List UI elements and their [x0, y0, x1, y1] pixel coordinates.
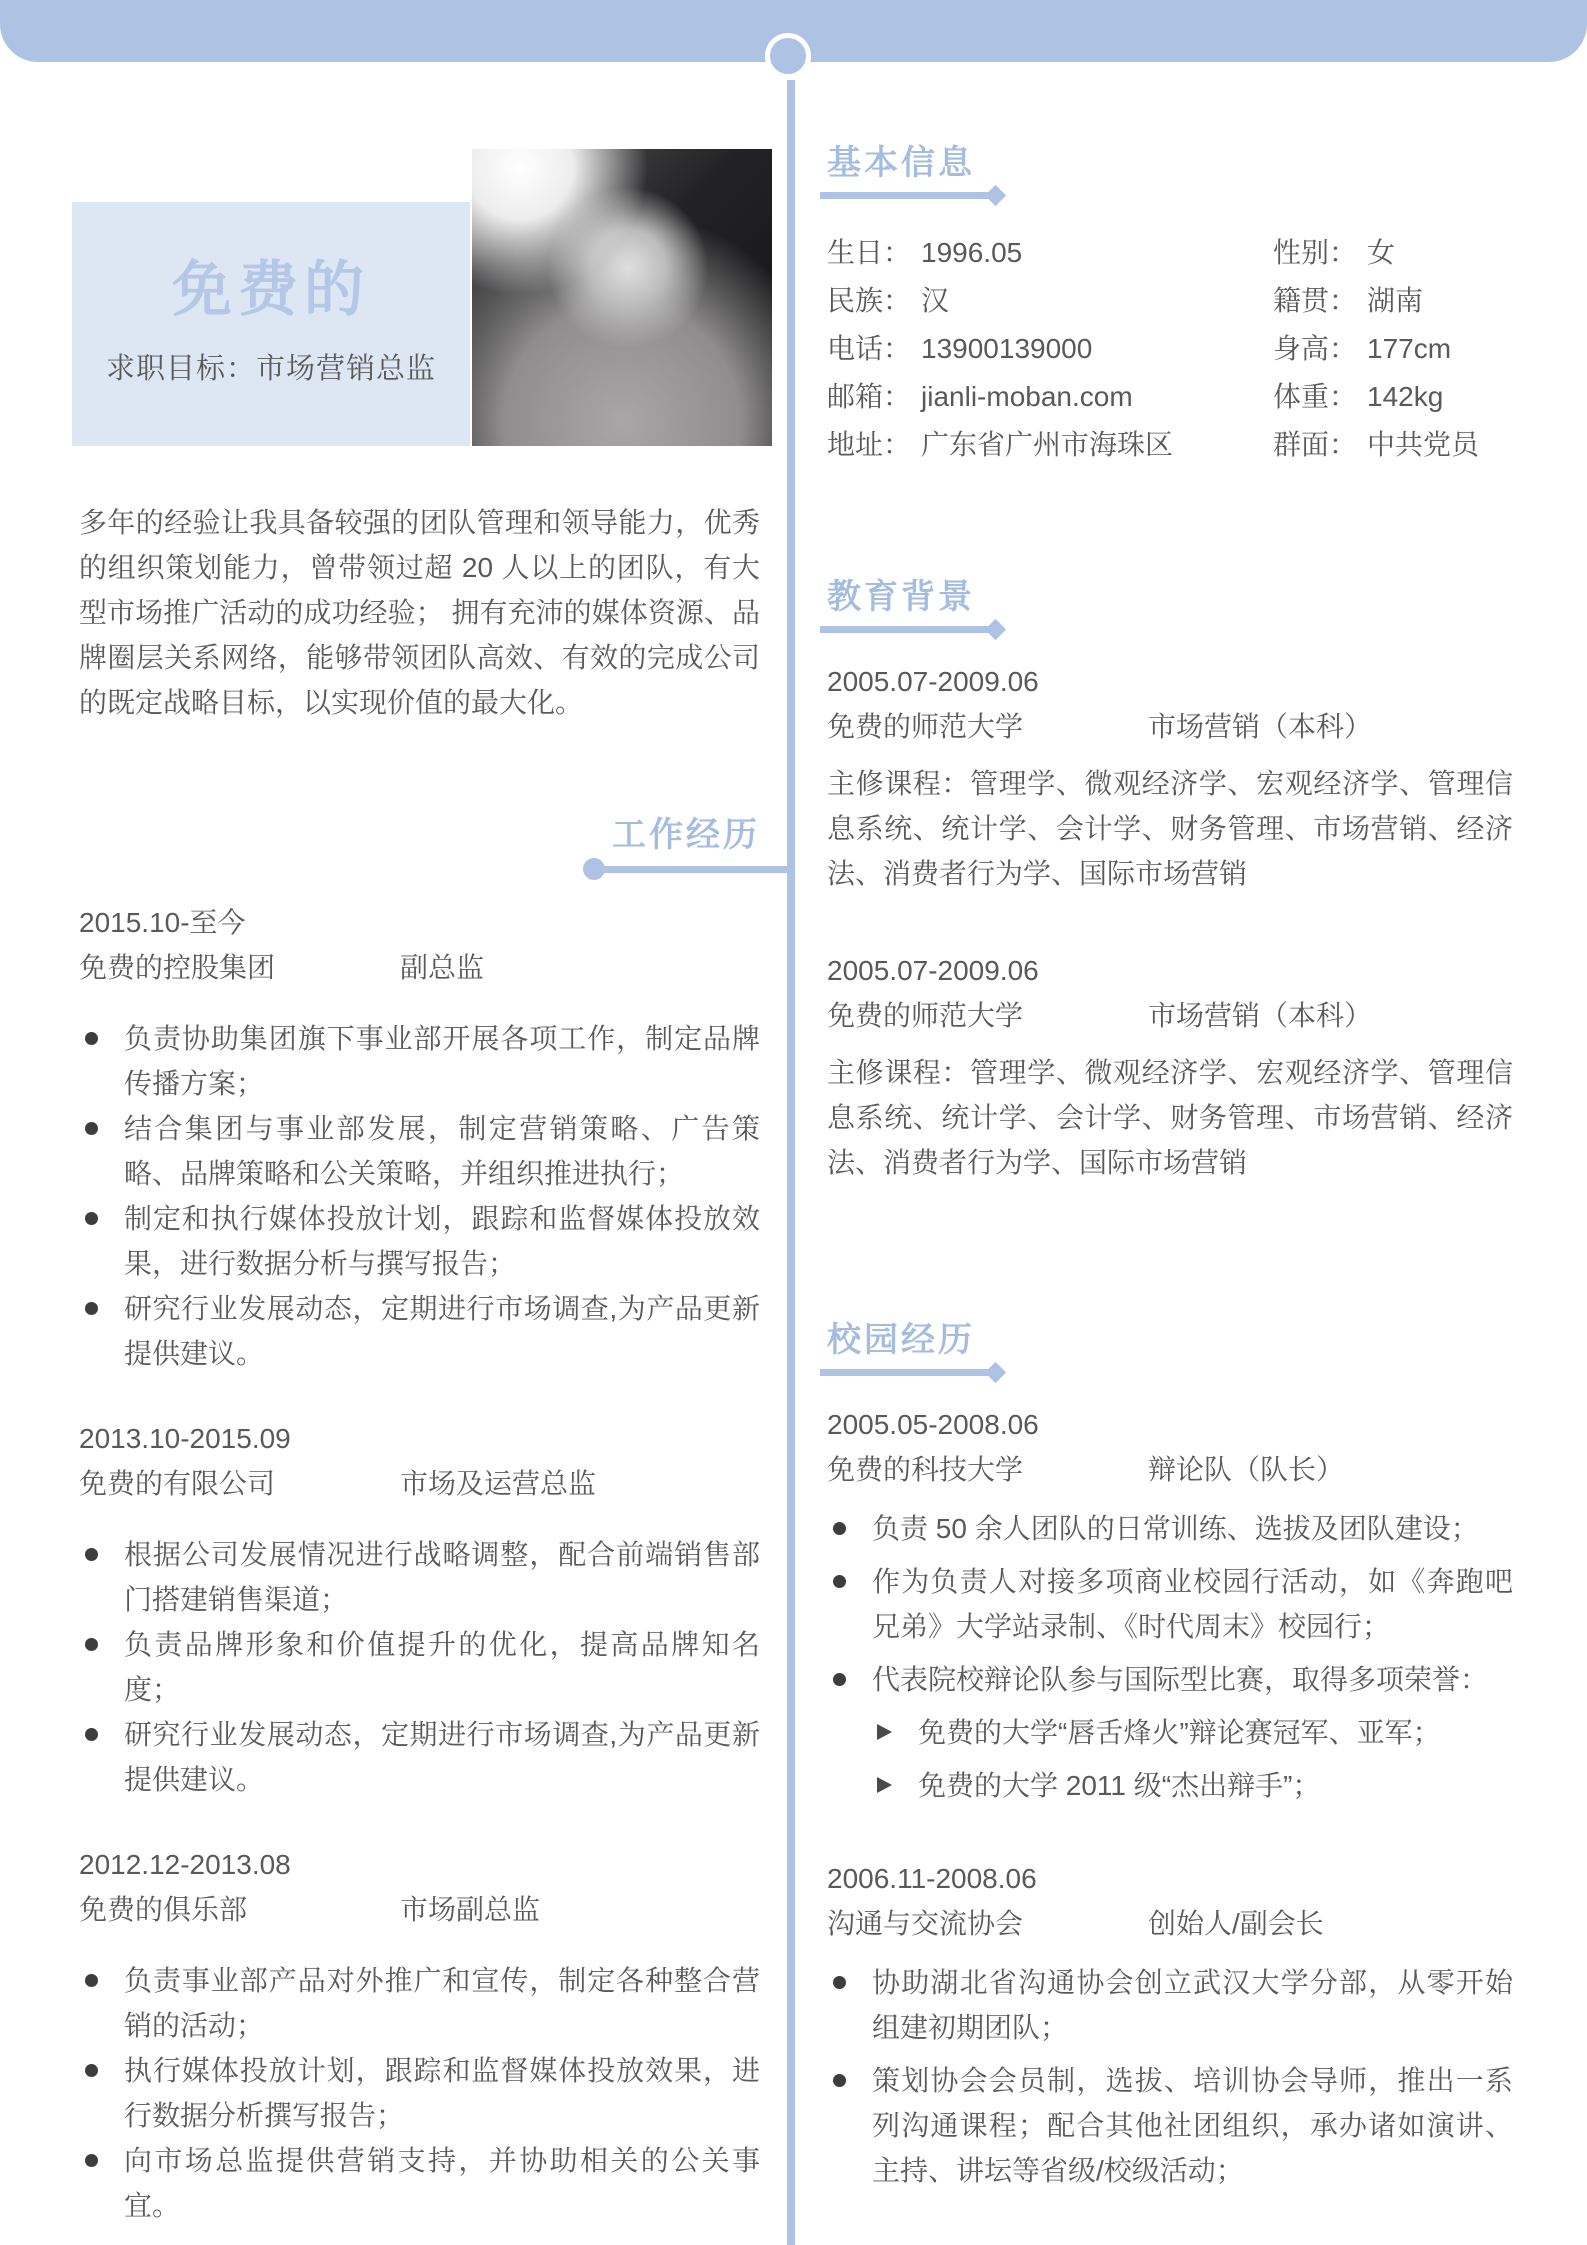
- work-org: 免费的俱乐部: [79, 1894, 248, 1925]
- job-objective: 求职目标：市场营销总监: [105, 353, 436, 385]
- profile-photo: [472, 149, 772, 446]
- campus-bullet-list: [827, 1506, 1513, 1808]
- info-item-address: 地址： 广东省广州市海珠区: [827, 429, 1174, 460]
- campus-org-line: [827, 1447, 1513, 1492]
- bullet-item: 负责事业部产品对外推广和宣传，制定各种整合营销的活动；: [79, 1958, 760, 2048]
- work-role: 市场及运营总监: [400, 1468, 597, 1499]
- education-school: 免费的师范大学: [827, 711, 1024, 742]
- basic-info-grid: [827, 229, 1513, 469]
- education-period: 2005.07-2009.06: [827, 955, 1039, 986]
- sub-bullet-item: 免费的大学 2011 级“杰出辩手”；: [827, 1763, 1513, 1808]
- campus-role: 辩论队（队长）: [1148, 1454, 1345, 1485]
- info-item-height: 身高： 177cm: [1273, 333, 1452, 364]
- bullet-item: 向市场总监提供营销支持，并协助相关的公关事宜。: [79, 2138, 760, 2228]
- rule-line: [820, 1369, 990, 1376]
- section-rule-campus: [827, 1365, 1007, 1380]
- work-entry: [79, 1842, 760, 2228]
- campus-org-line: [827, 1901, 1513, 1946]
- campus-role: 创始人/副会长: [1148, 1908, 1324, 1939]
- work-period: 2015.10-至今: [79, 907, 246, 938]
- info-item-weight: 体重： 142kg: [1273, 381, 1444, 412]
- work-entry: [79, 900, 760, 1376]
- education-entry: [827, 948, 1513, 1185]
- section-work: [79, 815, 760, 2228]
- timeline-dot: [765, 33, 811, 79]
- education-courses: 主修课程：管理学、微观经济学、宏观经济学、管理信息系统、统计学、会计学、财务管理、市场营销、经济法、消费者行为学、国际市场营销: [827, 1057, 1513, 1178]
- rule-line: [820, 192, 990, 199]
- work-org: 免费的有限公司: [79, 1468, 276, 1499]
- sub-bullet-item: 免费的大学“唇舌烽火”辩论赛冠军、亚军；: [827, 1710, 1513, 1755]
- info-item-political-status: 群面： 中共党员: [1273, 429, 1480, 460]
- bullet-item: 策划协会会员制，选拔、培训协会导师，推出一系列沟通课程；配合其他社团组织，承办诸如演讲、主持、讲坛等省级/校级活动；: [827, 2058, 1513, 2193]
- left-column: [79, 500, 760, 2228]
- info-item-email: 邮箱： jianli-moban.com: [827, 381, 1133, 412]
- education-entry: [827, 659, 1513, 896]
- rule-arrow-icon: [985, 1362, 1006, 1383]
- work-bullet-list: [79, 1532, 760, 1802]
- rule-arrow-icon: [985, 185, 1006, 206]
- rule-line: [820, 626, 990, 633]
- work-bullet-list: [79, 1958, 760, 2228]
- name-card: [72, 202, 470, 446]
- work-period: 2012.12-2013.08: [79, 1849, 291, 1880]
- bullet-item: 代表院校辩论队参与国际型比赛，取得多项荣誉：: [827, 1657, 1513, 1702]
- campus-period: 2006.11-2008.06: [827, 1863, 1037, 1894]
- section-title-education: 教育背景: [827, 578, 975, 616]
- info-item-native-place: 籍贯： 湖南: [1273, 285, 1424, 316]
- section-title-campus: 校园经历: [827, 1321, 975, 1359]
- education-school-line: [827, 993, 1513, 1038]
- bullet-item: 执行媒体投放计划，跟踪和监督媒体投放效果，进行数据分析撰写报告；: [79, 2048, 760, 2138]
- bullet-item: 作为负责人对接多项商业校园行活动，如《奔跑吧兄弟》大学站录制、《时代周末》校园行；: [827, 1559, 1513, 1649]
- bullet-item: 负责协助集团旗下事业部开展各项工作，制定品牌传播方案；: [79, 1016, 760, 1106]
- info-item-phone: 电话： 13900139000: [827, 333, 1093, 364]
- info-item-ethnicity: 民族： 汉: [827, 285, 950, 316]
- work-org-line: [79, 1887, 760, 1932]
- education-school-line: [827, 704, 1513, 749]
- education-courses: 主修课程：管理学、微观经济学、宏观经济学、管理信息系统、统计学、会计学、财务管理、市场营销、经济法、消费者行为学、国际市场营销: [827, 768, 1513, 889]
- work-org-line: [79, 945, 760, 990]
- section-title-basic-info: 基本信息: [827, 144, 975, 182]
- bullet-item: 负责品牌形象和价值提升的优化，提高品牌知名度；: [79, 1622, 760, 1712]
- bullet-item: 结合集团与事业部发展，制定营销策略、广告策略、品牌策略和公关策略，并组织推进执行；: [79, 1106, 760, 1196]
- education-school: 免费的师范大学: [827, 1000, 1024, 1031]
- info-item-gender: 性别： 女: [1273, 237, 1396, 268]
- campus-org: 免费的科技大学: [827, 1454, 1024, 1485]
- rule-line: [594, 866, 793, 873]
- campus-bullet-list: [827, 1960, 1513, 2193]
- section-campus: [827, 1320, 1513, 2193]
- section-education: [827, 577, 1513, 1185]
- candidate-name: 免费的: [172, 256, 370, 323]
- rule-arrow-icon: [985, 619, 1006, 640]
- work-period: 2013.10-2015.09: [79, 1423, 291, 1454]
- bullet-item: 研究行业发展动态，定期进行市场调查,为产品更新提供建议。: [79, 1712, 760, 1802]
- work-bullet-list: [79, 1016, 760, 1376]
- education-period: 2005.07-2009.06: [827, 666, 1039, 697]
- right-column: [827, 143, 1513, 2193]
- section-rule-basic-info: [827, 188, 1007, 203]
- work-role: 副总监: [400, 952, 485, 983]
- bullet-item: 制定和执行媒体投放计划，跟踪和监督媒体投放效果，进行数据分析与撰写报告；: [79, 1196, 760, 1286]
- bullet-item: 根据公司发展情况进行战略调整，配合前端销售部门搭建销售渠道；: [79, 1532, 760, 1622]
- work-role: 市场副总监: [400, 1894, 541, 1925]
- bullet-item: 负责 50 余人团队的日常训练、选拔及团队建设；: [827, 1506, 1513, 1551]
- campus-entry: [827, 1402, 1513, 1808]
- section-title-work: 工作经历: [612, 816, 760, 854]
- work-entry: [79, 1416, 760, 1802]
- timeline-line: [787, 80, 795, 2245]
- section-rule-education: [827, 622, 1007, 637]
- education-major: 市场营销（本科）: [1148, 711, 1373, 742]
- info-item-birthday: 生日： 1996.05: [827, 237, 1023, 268]
- bullet-item: 协助湖北省沟通协会创立武汉大学分部，从零开始组建初期团队；: [827, 1960, 1513, 2050]
- work-org: 免费的控股集团: [79, 952, 276, 983]
- self-summary: 多年的经验让我具备较强的团队管理和领导能力，优秀的组织策划能力，曾带领过超 20 人以上的团队，有大型市场推广活动的成功经验； 拥有充沛的媒体资源、品牌圈层关系网络，能够带领团队高效、有效的完成公司的既定战略目标，以实现价值的最大化。: [79, 507, 760, 718]
- education-major: 市场营销（本科）: [1148, 1000, 1373, 1031]
- work-org-line: [79, 1461, 760, 1506]
- section-basic-info: [827, 143, 1513, 469]
- campus-org: 沟通与交流协会: [827, 1908, 1024, 1939]
- bullet-item: 研究行业发展动态，定期进行市场调查,为产品更新提供建议。: [79, 1286, 760, 1376]
- campus-period: 2005.05-2008.06: [827, 1409, 1039, 1440]
- section-rule-work: [79, 858, 760, 880]
- campus-entry: [827, 1856, 1513, 2193]
